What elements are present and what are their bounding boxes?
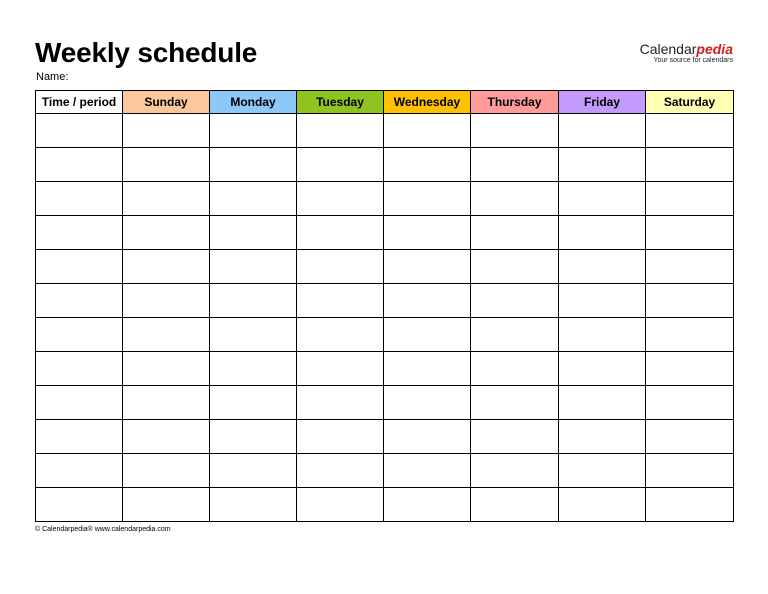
schedule-cell-tuesday[interactable] [297,318,384,352]
schedule-cell-time[interactable] [36,352,123,386]
column-header-friday: Friday [559,91,646,114]
brand-name [640,42,733,57]
schedule-cell-friday[interactable] [559,216,646,250]
schedule-cell-saturday[interactable] [646,182,734,216]
schedule-cell-wednesday[interactable] [384,454,471,488]
schedule-cell-friday[interactable] [559,488,646,522]
schedule-cell-tuesday[interactable] [297,182,384,216]
column-header-thursday: Thursday [471,91,559,114]
column-header-monday: Monday [210,91,297,114]
schedule-cell-time[interactable] [36,182,123,216]
schedule-cell-time[interactable] [36,114,123,148]
schedule-cell-sunday[interactable] [123,488,210,522]
table-row [36,488,734,522]
brand-name-plain: Calendar [639,41,697,57]
schedule-cell-friday[interactable] [559,284,646,318]
schedule-cell-friday[interactable] [559,148,646,182]
schedule-cell-sunday[interactable] [123,182,210,216]
schedule-cell-monday[interactable] [210,352,297,386]
schedule-cell-thursday[interactable] [471,284,559,318]
schedule-cell-saturday[interactable] [646,386,734,420]
schedule-cell-time[interactable] [36,420,123,454]
table-row [36,420,734,454]
schedule-cell-tuesday[interactable] [297,352,384,386]
schedule-cell-time[interactable] [36,318,123,352]
schedule-cell-thursday[interactable] [471,318,559,352]
column-header-wednesday: Wednesday [384,91,471,114]
schedule-cell-thursday[interactable] [471,386,559,420]
table-row [36,454,734,488]
schedule-cell-time[interactable] [36,386,123,420]
schedule-cell-monday[interactable] [210,182,297,216]
column-header-tuesday: Tuesday [297,91,384,114]
schedule-cell-saturday[interactable] [646,216,734,250]
schedule-cell-saturday[interactable] [646,352,734,386]
page-title: Weekly schedule [35,37,258,68]
schedule-cell-tuesday[interactable] [297,454,384,488]
table-row [36,318,734,352]
schedule-cell-wednesday[interactable] [384,386,471,420]
schedule-cell-sunday[interactable] [123,352,210,386]
schedule-cell-tuesday[interactable] [297,488,384,522]
schedule-cell-monday[interactable] [210,114,297,148]
schedule-cell-monday[interactable] [210,454,297,488]
schedule-cell-sunday[interactable] [123,318,210,352]
schedule-cell-tuesday[interactable] [297,386,384,420]
schedule-cell-time[interactable] [36,216,123,250]
schedule-cell-saturday[interactable] [646,148,734,182]
schedule-cell-thursday[interactable] [471,488,559,522]
schedule-cell-monday[interactable] [210,386,297,420]
schedule-cell-saturday[interactable] [646,284,734,318]
schedule-cell-friday[interactable] [559,352,646,386]
footer-copyright: © Calendarpedia® www.calendarpedia.com [35,526,171,533]
schedule-table [35,90,734,522]
schedule-cell-friday[interactable] [559,386,646,420]
schedule-cell-sunday[interactable] [123,148,210,182]
brand-logo[interactable] [640,42,733,65]
schedule-cell-monday[interactable] [210,488,297,522]
table-row [36,352,734,386]
schedule-cell-thursday[interactable] [471,454,559,488]
schedule-cell-tuesday[interactable] [297,216,384,250]
table-row [36,114,734,148]
schedule-cell-sunday[interactable] [123,216,210,250]
schedule-cell-monday[interactable] [210,284,297,318]
schedule-cell-time[interactable] [36,284,123,318]
schedule-cell-monday[interactable] [210,148,297,182]
schedule-cell-monday[interactable] [210,250,297,284]
table-row [36,284,734,318]
schedule-cell-friday[interactable] [559,114,646,148]
schedule-cell-friday[interactable] [559,420,646,454]
schedule-cell-friday[interactable] [559,182,646,216]
schedule-body [36,114,734,522]
schedule-cell-friday[interactable] [559,454,646,488]
schedule-cell-monday[interactable] [210,318,297,352]
column-header-sunday: Sunday [123,91,210,114]
schedule-cell-sunday[interactable] [123,284,210,318]
schedule-cell-saturday[interactable] [646,250,734,284]
schedule-cell-tuesday[interactable] [297,148,384,182]
schedule-cell-monday[interactable] [210,216,297,250]
schedule-cell-wednesday[interactable] [384,182,471,216]
schedule-cell-thursday[interactable] [471,352,559,386]
schedule-cell-wednesday[interactable] [384,114,471,148]
schedule-cell-sunday[interactable] [123,114,210,148]
schedule-cell-saturday[interactable] [646,488,734,522]
schedule-cell-sunday[interactable] [123,250,210,284]
schedule-cell-thursday[interactable] [471,250,559,284]
schedule-cell-time[interactable] [36,488,123,522]
schedule-cell-saturday[interactable] [646,420,734,454]
schedule-cell-wednesday[interactable] [384,250,471,284]
table-row [36,216,734,250]
schedule-cell-wednesday[interactable] [384,284,471,318]
table-row [36,182,734,216]
schedule-cell-monday[interactable] [210,420,297,454]
table-row [36,386,734,420]
schedule-cell-tuesday[interactable] [297,250,384,284]
schedule-cell-saturday[interactable] [646,318,734,352]
column-header-time: Time / period [36,91,123,114]
schedule-cell-sunday[interactable] [123,386,210,420]
schedule-cell-thursday[interactable] [471,114,559,148]
schedule-cell-saturday[interactable] [646,114,734,148]
schedule-cell-wednesday[interactable] [384,216,471,250]
schedule-cell-wednesday[interactable] [384,488,471,522]
brand-name-accent: pedia [696,41,733,57]
header-row [36,91,734,114]
schedule-cell-thursday[interactable] [471,420,559,454]
schedule-cell-time[interactable] [36,454,123,488]
schedule-cell-saturday[interactable] [646,454,734,488]
schedule-cell-wednesday[interactable] [384,352,471,386]
schedule-cell-friday[interactable] [559,250,646,284]
schedule-cell-wednesday[interactable] [384,420,471,454]
schedule-cell-thursday[interactable] [471,182,559,216]
schedule-cell-time[interactable] [36,250,123,284]
schedule-cell-tuesday[interactable] [297,114,384,148]
name-label: Name: [36,71,69,83]
schedule-cell-sunday[interactable] [123,454,210,488]
schedule-cell-thursday[interactable] [471,148,559,182]
schedule-cell-wednesday[interactable] [384,148,471,182]
schedule-cell-thursday[interactable] [471,216,559,250]
schedule-cell-friday[interactable] [559,318,646,352]
schedule-cell-sunday[interactable] [123,420,210,454]
schedule-cell-time[interactable] [36,148,123,182]
schedule-cell-tuesday[interactable] [297,420,384,454]
brand-tagline: Your source for calendars [653,57,733,64]
table-row [36,148,734,182]
table-row [36,250,734,284]
column-header-saturday: Saturday [646,91,734,114]
schedule-cell-tuesday[interactable] [297,284,384,318]
schedule-cell-wednesday[interactable] [384,318,471,352]
